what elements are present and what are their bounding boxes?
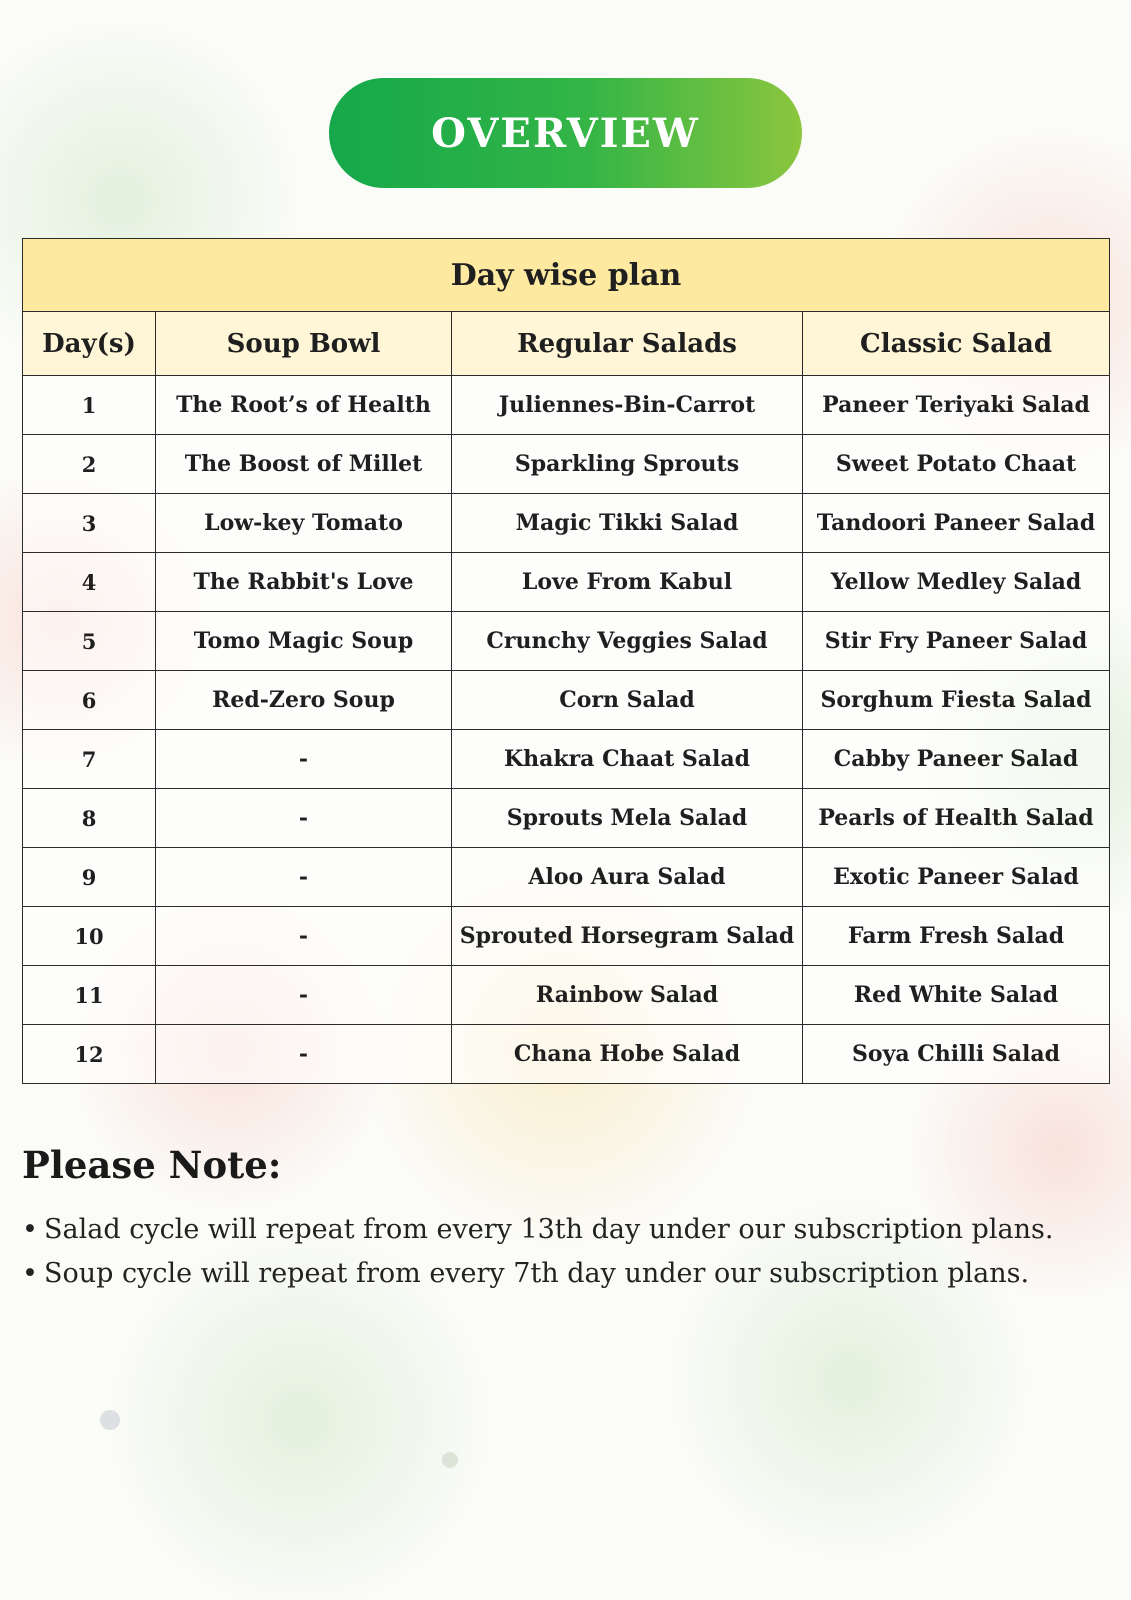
table-row [23,612,1110,671]
classic-salad-cell: Exotic Paneer Salad [803,848,1110,907]
note-item [22,1208,1053,1252]
regular-salad-cell: Corn Salad [452,671,803,730]
table-row [23,730,1110,789]
table-row [23,376,1110,435]
classic-salad-cell: Soya Chilli Salad [803,1025,1110,1084]
table-row [23,1025,1110,1084]
note-title: Please Note: [22,1143,282,1187]
classic-salad-cell: Tandoori Paneer Salad [803,494,1110,553]
day-cell: 1 [23,376,156,435]
day-cell: 6 [23,671,156,730]
day-wise-plan-table [22,238,1110,1084]
column-header-regular-salads: Regular Salads [452,312,803,376]
regular-salad-cell: Chana Hobe Salad [452,1025,803,1084]
overview-banner: OVERVIEW [329,78,802,188]
regular-salad-cell: Magic Tikki Salad [452,494,803,553]
table-row [23,435,1110,494]
regular-salad-cell: Khakra Chaat Salad [452,730,803,789]
classic-salad-cell: Sweet Potato Chaat [803,435,1110,494]
table-row [23,553,1110,612]
bullet-icon: • [22,1214,38,1245]
soup-cell: Red-Zero Soup [156,671,452,730]
soup-cell: - [156,730,452,789]
day-cell: 8 [23,789,156,848]
day-cell: 10 [23,907,156,966]
day-cell: 3 [23,494,156,553]
soup-cell: The Rabbit's Love [156,553,452,612]
regular-salad-cell: Sparkling Sprouts [452,435,803,494]
column-header-soup-bowl: Soup Bowl [156,312,452,376]
soup-cell: Tomo Magic Soup [156,612,452,671]
regular-salad-cell: Juliennes-Bin-Carrot [452,376,803,435]
bullet-icon: • [22,1258,38,1289]
soup-cell: - [156,907,452,966]
table-row [23,671,1110,730]
soup-cell: The Root’s of Health [156,376,452,435]
regular-salad-cell: Sprouts Mela Salad [452,789,803,848]
classic-salad-cell: Sorghum Fiesta Salad [803,671,1110,730]
soup-cell: - [156,789,452,848]
column-header-day: Day(s) [23,312,156,376]
regular-salad-cell: Aloo Aura Salad [452,848,803,907]
soup-cell: The Boost of Millet [156,435,452,494]
classic-salad-cell: Yellow Medley Salad [803,553,1110,612]
classic-salad-cell: Farm Fresh Salad [803,907,1110,966]
note-list [22,1208,1053,1296]
day-cell: 7 [23,730,156,789]
classic-salad-cell: Red White Salad [803,966,1110,1025]
regular-salad-cell: Rainbow Salad [452,966,803,1025]
regular-salad-cell: Love From Kabul [452,553,803,612]
regular-salad-cell: Crunchy Veggies Salad [452,612,803,671]
classic-salad-cell: Paneer Teriyaki Salad [803,376,1110,435]
classic-salad-cell: Pearls of Health Salad [803,789,1110,848]
classic-salad-cell: Stir Fry Paneer Salad [803,612,1110,671]
table-row [23,907,1110,966]
soup-cell: - [156,1025,452,1084]
day-cell: 5 [23,612,156,671]
day-cell: 2 [23,435,156,494]
column-header-classic-salad: Classic Salad [803,312,1110,376]
table-row [23,494,1110,553]
note-text: Soup cycle will repeat from every 7th day under our subscription plans. [44,1258,1030,1289]
soup-cell: Low-key Tomato [156,494,452,553]
day-cell: 4 [23,553,156,612]
day-cell: 12 [23,1025,156,1084]
note-item [22,1252,1053,1296]
note-text: Salad cycle will repeat from every 13th day under our subscription plans. [44,1214,1054,1245]
table-row [23,966,1110,1025]
soup-cell: - [156,966,452,1025]
table-row [23,848,1110,907]
table-title: Day wise plan [23,239,1110,312]
table-row [23,789,1110,848]
soup-cell: - [156,848,452,907]
regular-salad-cell: Sprouted Horsegram Salad [452,907,803,966]
day-cell: 11 [23,966,156,1025]
day-cell: 9 [23,848,156,907]
classic-salad-cell: Cabby Paneer Salad [803,730,1110,789]
